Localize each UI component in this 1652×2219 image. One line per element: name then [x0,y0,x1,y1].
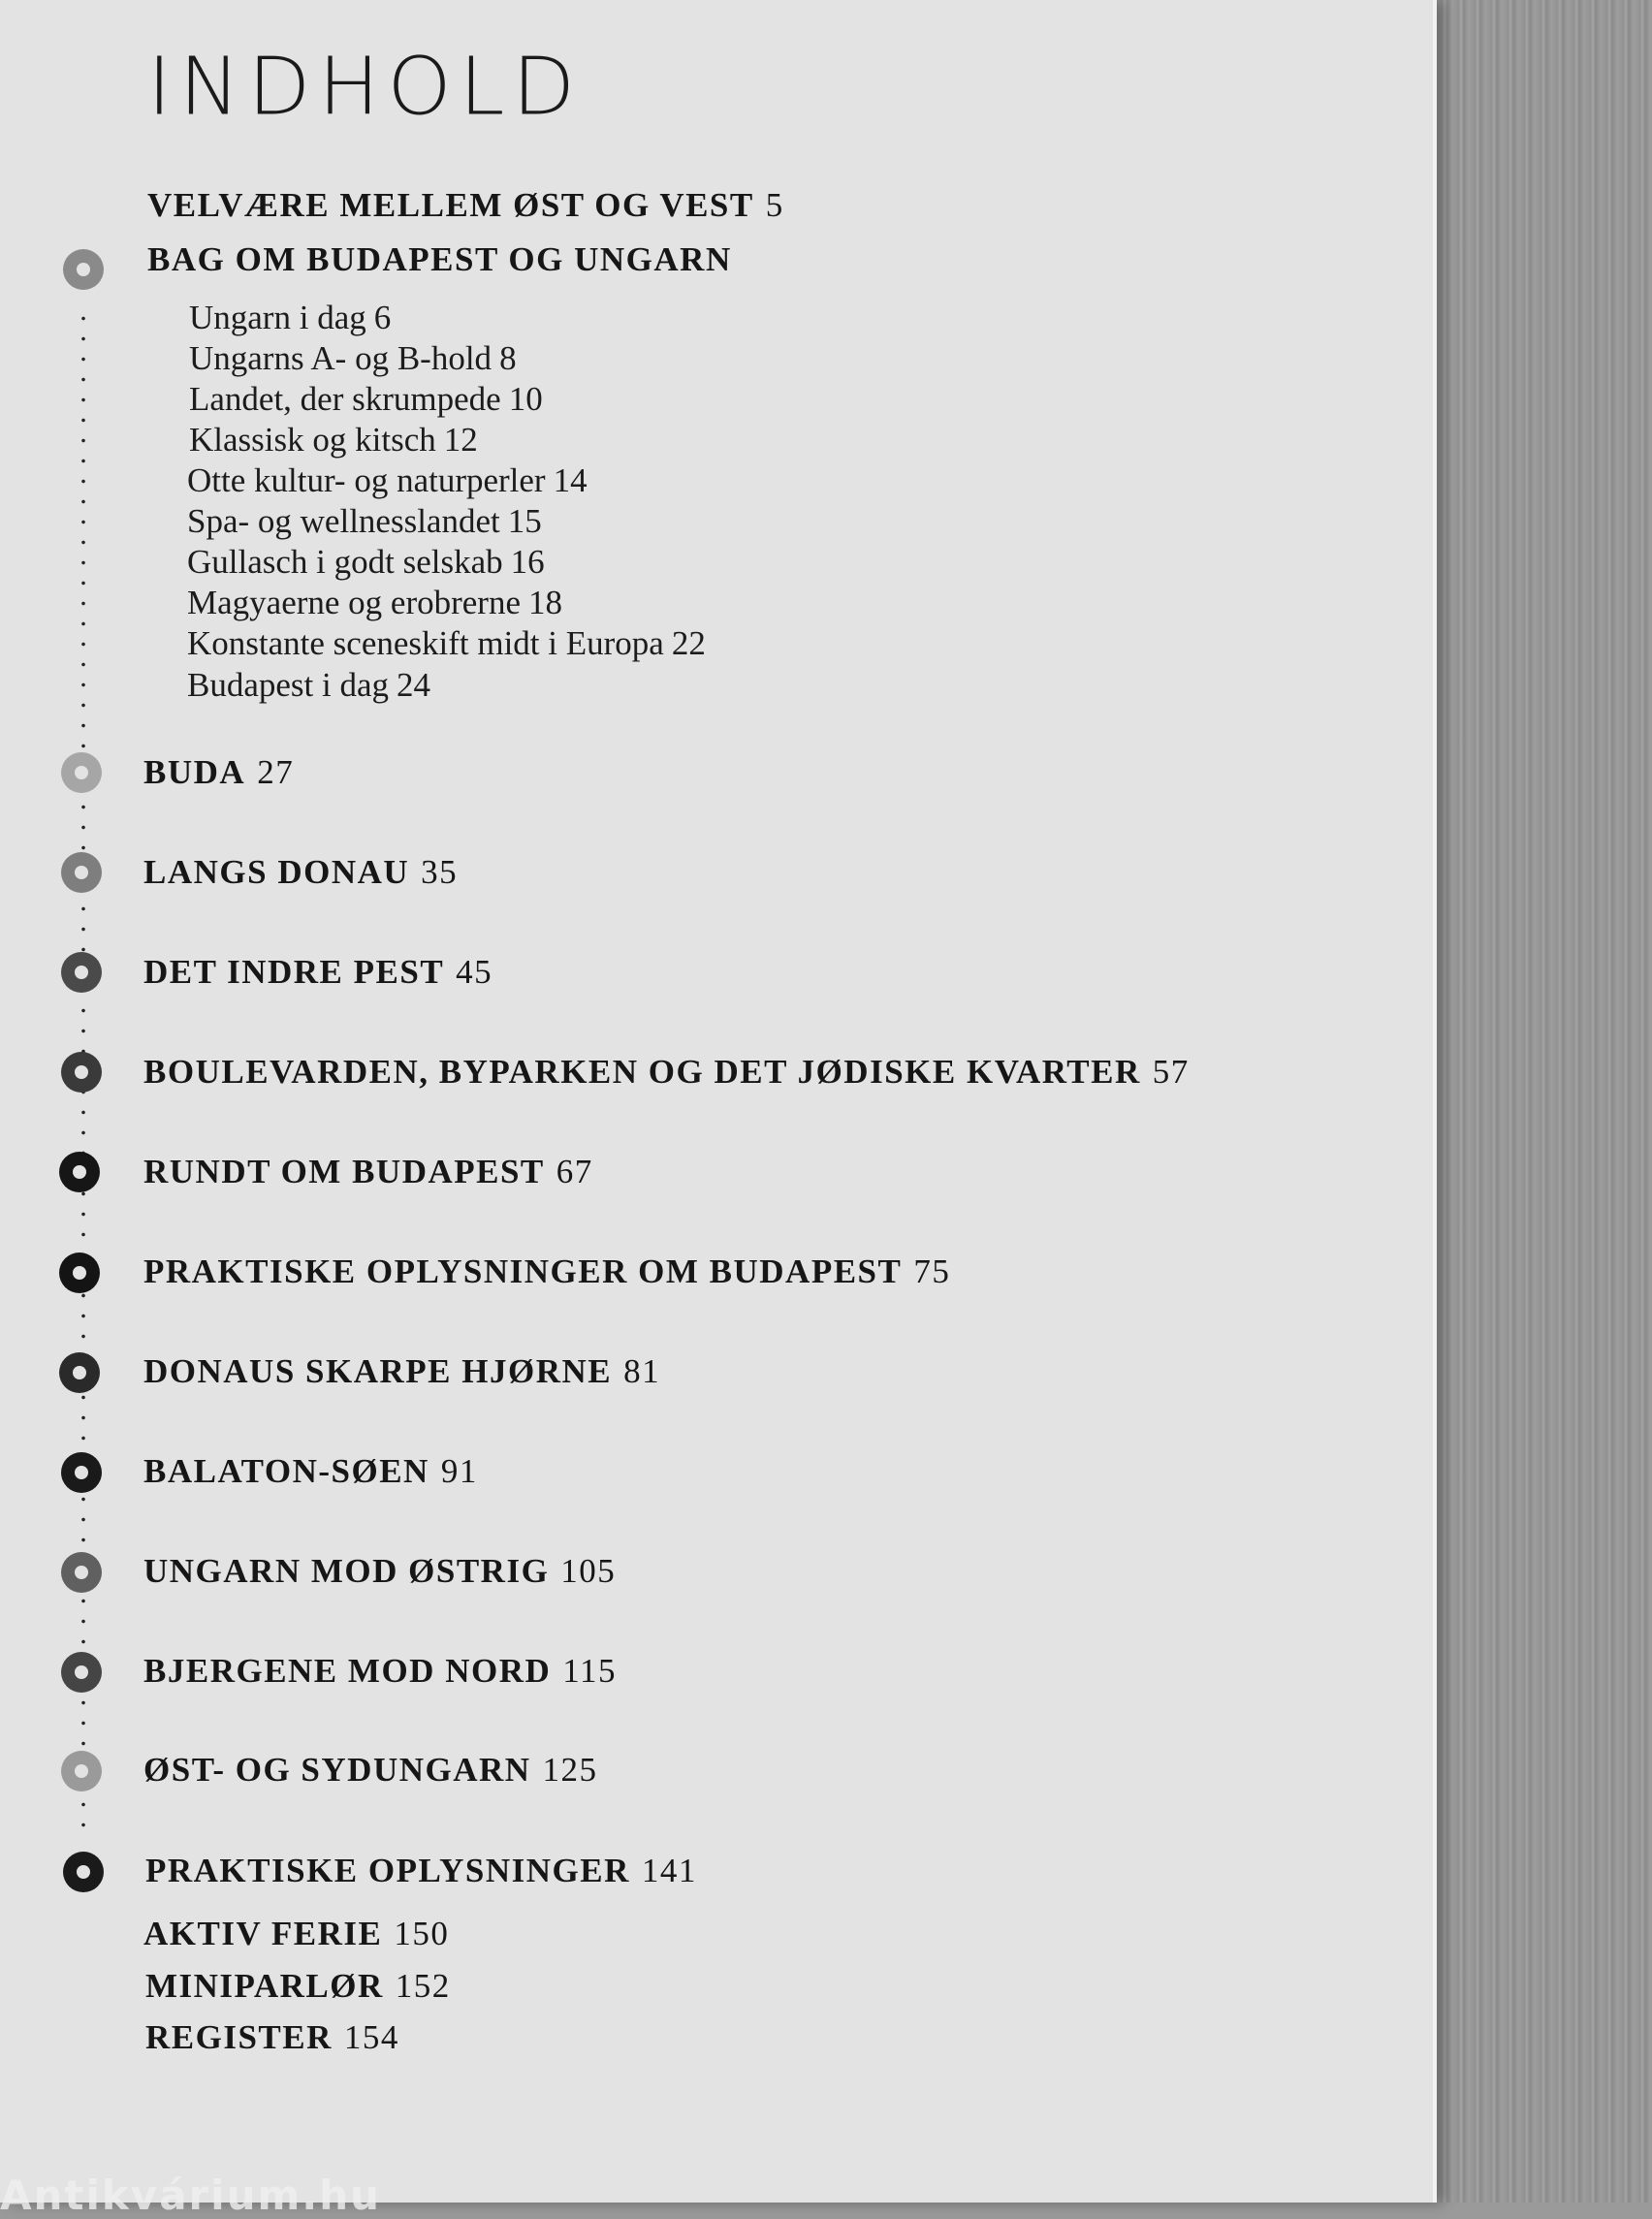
toc-entry-label: VELVÆRE MELLEM ØST OG VEST [147,186,754,224]
toc-subentry-label: Klassisk og kitsch [189,421,436,459]
chapter-marker-icon [61,1052,102,1093]
toc-chapter[interactable] [143,1552,616,1591]
toc-chapter-page: 141 [641,1852,697,1889]
page-title: INDHOLD [147,39,584,134]
toc-subentry-label: Gullasch i godt selskab [187,543,503,581]
toc-chapter-page: 81 [623,1352,661,1390]
chapter-marker-icon [61,752,102,793]
toc-chapter[interactable] [143,753,294,792]
toc-subentry[interactable] [187,543,545,582]
toc-chapter[interactable] [143,853,458,892]
toc-entry-label: BAG OM BUDAPEST OG UNGARN [147,240,732,278]
chapter-marker-icon [59,1352,100,1393]
toc-subentry-page: 8 [499,339,517,377]
toc-chapter-label: BOULEVARDEN, BYPARKEN OG DET JØDISKE KVARTER [143,1053,1141,1091]
toc-subentry-page: 18 [527,584,562,621]
toc-subentry-label: Konstante sceneskift midt i Europa [187,624,664,662]
chapter-marker-icon [59,1252,100,1293]
toc-chapter-label: ØST- OG SYDUNGARN [143,1751,531,1789]
toc-subentry-label: Budapest i dag [187,666,390,704]
toc-chapter-label: UNGARN MOD ØSTRIG [143,1552,550,1590]
toc-subentry[interactable] [187,461,588,500]
toc-subentry-page: 14 [553,461,588,499]
chapter-marker-icon [61,1452,102,1493]
toc-chapter[interactable] [143,1053,1190,1092]
toc-chapter[interactable] [143,1252,950,1291]
toc-chapter[interactable] [143,1452,478,1491]
toc-extra-label: AKTIV FERIE [143,1915,383,1952]
toc-chapter[interactable] [143,953,492,992]
toc-subentry-page: 6 [373,299,392,336]
toc-chapter-page: 45 [456,953,493,991]
toc-extra[interactable] [145,1967,451,2006]
toc-chapter-label: BUDA [143,753,246,791]
background-surface [1425,0,1652,2203]
toc-subentry[interactable] [187,584,562,622]
toc-chapter[interactable] [143,1153,593,1191]
toc-subentry[interactable] [189,299,391,337]
toc-subentry-label: Spa- og wellnesslandet [187,502,500,540]
toc-subentry[interactable] [189,421,478,460]
toc-subentry[interactable] [187,502,542,541]
toc-section-head[interactable] [147,240,732,279]
toc-subentry-page: 16 [510,543,545,581]
toc-subentry[interactable] [189,339,517,378]
watermark: Antikvárium.hu [0,2171,382,2219]
toc-subentry-page: 22 [671,624,706,662]
toc-subentry-page: 10 [508,380,543,418]
toc-chapter-page: 75 [913,1252,951,1290]
toc-subentry[interactable] [189,380,543,419]
chapter-marker-icon [59,1152,100,1192]
toc-chapter[interactable] [145,1852,697,1890]
toc-entry-page: 5 [765,186,784,224]
toc-extra-page: 152 [395,1967,451,2005]
toc-extra-label: MINIPARLØR [145,1967,384,2005]
toc-subentry-label: Otte kultur- og naturperler [187,461,546,499]
chapter-marker-icon [63,1852,104,1892]
toc-chapter-page: 115 [562,1652,617,1690]
toc-subentry-label: Ungarn i dag [189,299,366,336]
toc-chapter-label: RUNDT OM BUDAPEST [143,1153,545,1190]
toc-subentry-page: 12 [443,421,478,459]
toc-extra-page: 154 [343,2018,399,2056]
toc-subentry-page: 15 [507,502,542,540]
toc-chapter-label: LANGS DONAU [143,853,410,891]
toc-chapter-page: 91 [440,1452,478,1490]
toc-subentry-label: Landet, der skrumpede [189,380,501,418]
chapter-marker-icon [63,249,104,290]
chapter-marker-icon [61,852,102,893]
toc-chapter-label: PRAKTISKE OPLYSNINGER [145,1852,630,1889]
chapter-marker-icon [61,1652,102,1693]
toc-entry-intro[interactable] [147,186,784,225]
toc-chapter-page: 105 [560,1552,617,1590]
toc-chapter-page: 57 [1152,1053,1190,1091]
chapter-marker-icon [61,952,102,993]
toc-chapter-page: 27 [257,753,295,791]
toc-extra-page: 150 [394,1915,450,1952]
toc-chapter-label: DET INDRE PEST [143,953,445,991]
toc-extra[interactable] [143,1915,449,1953]
toc-subentry-label: Magyaerne og erobrerne [187,584,521,621]
toc-extra[interactable] [145,2018,399,2057]
toc-chapter-page: 35 [421,853,459,891]
toc-subentry-label: Ungarns A- og B-hold [189,339,492,377]
toc-extra-label: REGISTER [145,2018,333,2056]
toc-subentry-page: 24 [397,666,431,704]
toc-chapter[interactable] [143,1751,598,1790]
toc-chapter-label: PRAKTISKE OPLYSNINGER OM BUDAPEST [143,1252,903,1290]
toc-subentry[interactable] [187,666,430,705]
toc-subentry[interactable] [187,624,706,663]
toc-chapter-label: BALATON-SØEN [143,1452,429,1490]
toc-chapter-page: 67 [556,1153,593,1190]
chapter-marker-icon [61,1751,102,1791]
toc-chapter-label: DONAUS SKARPE HJØRNE [143,1352,613,1390]
toc-chapter-label: BJERGENE MOD NORD [143,1652,552,1690]
toc-chapter[interactable] [143,1352,660,1391]
toc-chapter-page: 125 [542,1751,598,1789]
chapter-marker-icon [61,1552,102,1593]
toc-chapter[interactable] [143,1652,617,1691]
